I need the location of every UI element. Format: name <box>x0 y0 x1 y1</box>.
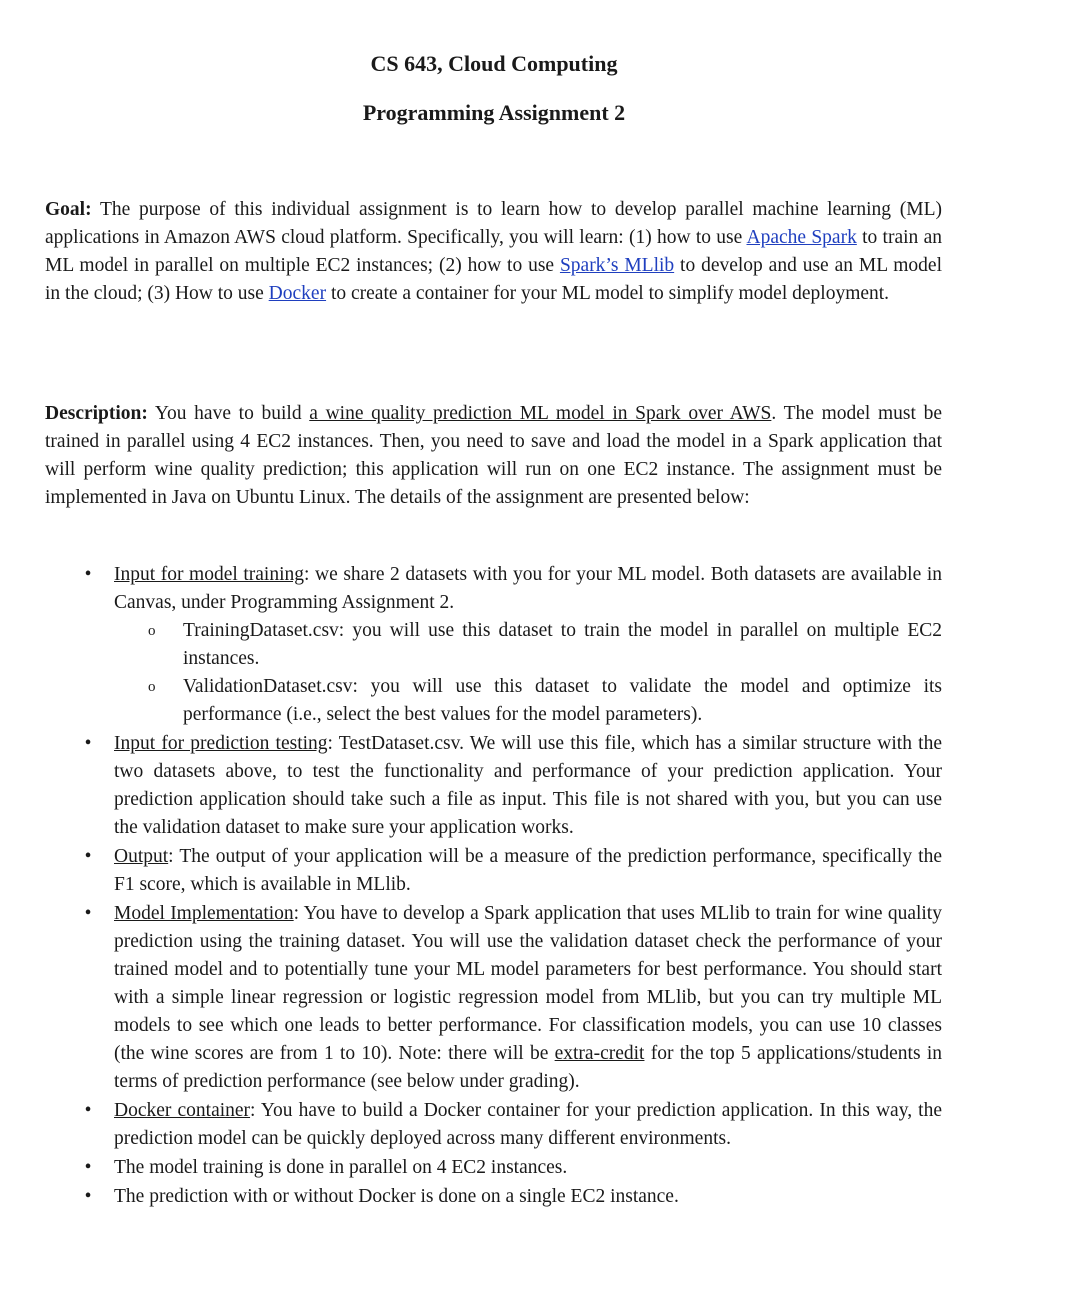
model-text: : You have to develop a Spark application that uses MLlib to train for wine quality prediction using the training dataset. You will use the validation dataset check the performance of your trained model and to potentially tune your ML model parameters for best performance. You should start with a simple linear regression or logistic regression model from MLlib, but you can try multiple ML models to see which one leads to better performance. For classification models, you can use 10 classes (the wine scores are from 1 to 10). Note: there will be <box>114 903 942 1064</box>
sublist-item-training-dataset <box>114 617 942 673</box>
bullet-icon: • <box>84 733 92 754</box>
testing-label: Input for prediction testing <box>114 733 328 754</box>
goal-text-4: to create a container for your ML model to simplify model deployment. <box>326 283 890 304</box>
list-item-testing <box>45 730 942 842</box>
training-dataset-text: TrainingDataset.csv: you will use this dataset to train the model in parallel on multiple EC2 instances. <box>183 620 942 669</box>
goal-text-3: to develop and use an ML model in the cloud; (3) How to use <box>45 255 942 304</box>
description-paragraph <box>45 400 942 512</box>
assignment-title: Programming Assignment 2 <box>362 100 626 125</box>
description-text-1: You have to build <box>147 403 310 424</box>
requirements-list <box>45 561 942 1212</box>
course-title: CS 643, Cloud Computing <box>370 51 618 76</box>
circle-bullet-icon: o <box>148 623 156 639</box>
extra-credit-text: extra-credit <box>554 1043 645 1064</box>
bullet-icon: • <box>84 564 92 585</box>
bullet-icon: • <box>84 1186 92 1207</box>
output-text: : The output of your application will be a measure of the prediction performance, specifically the F1 score, which is available in MLlib. <box>114 846 942 895</box>
description-text-2: . The model must be trained in parallel using 4 EC2 instances. Then, you need to save and load the model in a Spark application that will perform wine quality prediction; this application will run on one EC2 instance. The assignment must be implemented in Java on Ubuntu Linux. The details of the assignment are presented below: <box>45 403 942 508</box>
testing-text: : TestDataset.csv. We will use this file, which has a similar structure with the two datasets above, to test the functionality and performance of your prediction application. Your prediction application should take such a file as input. This file is not shared with you, but you can use the validation dataset to make sure your application works. <box>114 733 942 838</box>
training-label: Input for model training <box>114 564 305 585</box>
list-item-parallel <box>45 1154 942 1182</box>
sublist-item-validation-dataset <box>114 673 942 729</box>
bullet-icon: • <box>84 903 92 924</box>
docker-link[interactable]: Docker <box>268 283 327 304</box>
validation-dataset-text: ValidationDataset.csv: you will use this dataset to validate the model and optimize its performance (i.e., select the best values for the model parameters). <box>183 676 942 725</box>
dataset-sublist <box>114 617 942 729</box>
circle-bullet-icon: o <box>148 679 156 695</box>
list-item-docker <box>45 1097 942 1153</box>
goal-label: Goal: <box>45 199 92 220</box>
goal-paragraph <box>45 196 942 308</box>
list-item-model <box>45 900 942 1096</box>
spark-mllib-link[interactable]: Spark’s MLlib <box>559 255 675 276</box>
apache-spark-link[interactable]: Apache Spark <box>746 227 857 248</box>
goal-text-2: to train an ML model in parallel on multiple EC2 instances; (2) how to use <box>45 227 942 276</box>
list-item-single <box>45 1183 942 1211</box>
list-item-output <box>45 843 942 899</box>
parallel-text: The model training is done in parallel on 4 EC2 instances. <box>114 1157 568 1178</box>
single-text: The prediction with or without Docker is done on a single EC2 instance. <box>114 1186 679 1207</box>
bullet-icon: • <box>84 846 92 867</box>
model-text-2: for the top 5 applications/students in terms of prediction performance (see below under grading). <box>114 1043 942 1092</box>
description-label: Description: <box>45 403 148 424</box>
list-item-training <box>45 561 942 729</box>
model-label: Model Implementation <box>114 903 294 924</box>
training-text: : we share 2 datasets with you for your ML model. Both datasets are available in Canvas, under Programming Assignment 2. <box>114 564 943 613</box>
description-underlined-text: a wine quality prediction ML model in Spark over AWS <box>309 403 772 424</box>
bullet-icon: • <box>84 1100 92 1121</box>
output-label: Output <box>114 846 169 867</box>
bullet-icon: • <box>84 1157 92 1178</box>
docker-text: : You have to build a Docker container for your prediction application. In this way, the prediction model can be quickly deployed across many different environments. <box>114 1100 943 1149</box>
goal-text-1: The purpose of this individual assignment is to learn how to develop parallel machine learning (ML) applications in Amazon AWS cloud platform. Specifically, you will learn: (1) how to use <box>45 199 942 248</box>
docker-label: Docker container <box>114 1100 251 1121</box>
